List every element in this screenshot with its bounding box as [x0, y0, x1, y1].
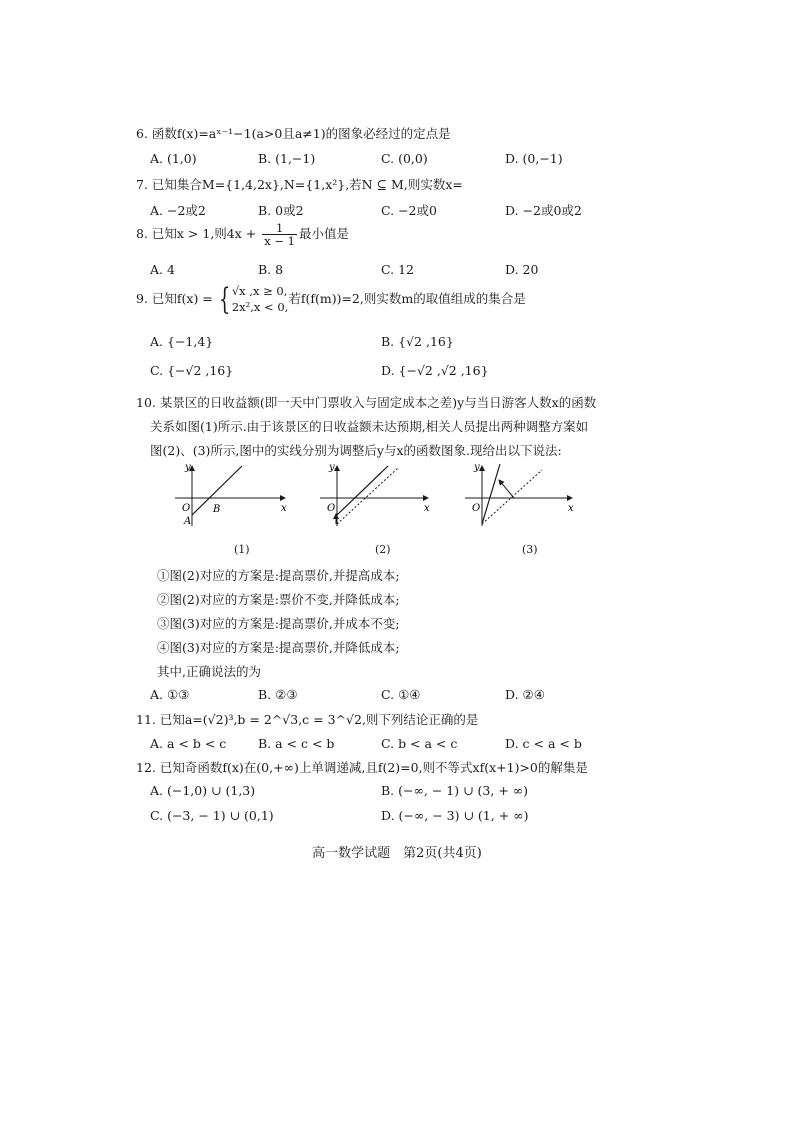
q9-stem-post: 若f(f(m))=2,则实数m的取值组成的集合是 — [288, 291, 526, 307]
question-6-stem: 6. 函数f(x)=aˣ⁻¹−1(a>0且a≠1)的图象必经过的定点是 — [136, 126, 451, 141]
q8-fraction — [262, 222, 297, 247]
q8-stem-pre: 8. 已知x > 1,则4x + — [136, 226, 261, 242]
graph-2-y-label: y — [329, 462, 335, 473]
q9-stem-pre: 9. 已知f(x) = — [136, 291, 217, 307]
graph-3-caption: (3) — [522, 543, 538, 556]
q12-option-b: B. (−∞, − 1) ∪ (3, + ∞) — [381, 783, 529, 798]
q9-option-c: C. {−√2 ,16} — [150, 363, 234, 378]
question-10-line-2: 关系如图(1)所示.由于该景区的日收益额未达预期,相关人员提出两种调整方案如 — [150, 419, 589, 434]
graph-3-x-label: x — [568, 503, 574, 514]
q7-option-b: B. 0或2 — [258, 203, 304, 218]
graph-3-solid-line — [482, 464, 500, 524]
q10-option-d: D. ②④ — [505, 687, 545, 702]
q7-option-d: D. −2或0或2 — [505, 203, 582, 218]
graph-1-caption: (1) — [234, 543, 250, 556]
graph-2-x-label: x — [424, 503, 430, 514]
q7-option-c: C. −2或0 — [381, 203, 437, 218]
graph-3-rotate-arrow — [499, 480, 514, 498]
page-footer: 高一数学试题 第2页(共4页) — [312, 846, 482, 861]
graph-1-origin-label: O — [182, 503, 191, 514]
graph-2-dashed-line — [337, 468, 398, 524]
q7-option-a: A. −2或2 — [150, 203, 206, 218]
q6-option-c: C. (0,0) — [381, 151, 428, 166]
question-10-line-1: 10. 某景区的日收益额(即一天中门票收入与固定成本之差)y与当日游客人数x的函数 — [136, 395, 597, 410]
q9-option-d: D. {−√2 ,√2 ,16} — [381, 363, 489, 378]
question-10-line-3: 图(2)、(3)所示,图中的实线分别为调整后y与x的函数图象.现给出以下说法: — [150, 443, 562, 458]
q10-statement-2: ②图(2)对应的方案是:票价不变,并降低成本; — [157, 592, 400, 607]
q9-option-b: B. {√2 ,16} — [381, 334, 454, 349]
q8-frac-num: 1 — [262, 222, 297, 235]
q9-cases — [232, 284, 288, 315]
graph-2 — [320, 462, 430, 526]
question-7-stem: 7. 已知集合M={1,4,2x},N={1,x²},若N ⊆ M,则实数x= — [136, 177, 463, 192]
q12-option-a: A. (−1,0) ∪ (1,3) — [150, 783, 256, 798]
q9-case-2: 2x²,x < 0, — [231, 299, 289, 314]
q6-option-d: D. (0,−1) — [505, 151, 563, 166]
question-11-stem: 11. 已知a=(√2)³,b = 2^√3,c = 3^√2,则下列结论正确的是 — [136, 712, 479, 727]
graph-2-solid-line — [337, 466, 388, 515]
q10-prompt: 其中,正确说法的为 — [157, 664, 261, 679]
graph-1-point-a-label: A — [184, 516, 192, 527]
graph-3-y-label: y — [474, 462, 480, 473]
q11-option-d: D. c < a < b — [505, 736, 582, 751]
q10-statement-1: ①图(2)对应的方案是:提高票价,并提高成本; — [157, 568, 400, 583]
q12-option-c: C. (−3, − 1) ∪ (0,1) — [150, 808, 274, 823]
q8-option-b: B. 8 — [258, 262, 284, 277]
q6-option-b: B. (1,−1) — [258, 151, 316, 166]
graph-1-point-b-label: B — [213, 504, 221, 515]
q10-option-b: B. ②③ — [258, 687, 298, 702]
q11-option-a: A. a < b < c — [150, 736, 227, 751]
q8-option-c: C. 12 — [381, 262, 414, 277]
q12-option-d: D. (−∞, − 3) ∪ (1, + ∞) — [381, 808, 529, 823]
q11-option-b: B. a < c < b — [258, 736, 335, 751]
question-12-stem: 12. 已知奇函数f(x)在(0,+∞)上单调递减,且f(2)=0,则不等式xf(x+1)>0的解集是 — [136, 760, 588, 775]
q9-option-a: A. {−1,4} — [150, 334, 214, 349]
q9-brace: { — [218, 281, 231, 317]
graph-1 — [175, 462, 287, 527]
q8-stem-post: 最小值是 — [298, 226, 349, 242]
graph-1-x-label: x — [281, 503, 287, 514]
q10-statement-4: ④图(3)对应的方案是:提高票价,并降低成本; — [157, 640, 400, 655]
q8-option-d: D. 20 — [505, 262, 539, 277]
q11-option-c: C. b < a < c — [381, 736, 458, 751]
graph-2-caption: (2) — [375, 543, 391, 556]
question-9-stem — [136, 281, 526, 317]
graph-1-y-label: y — [185, 462, 191, 473]
q10-option-a: A. ①③ — [150, 687, 190, 702]
q10-statement-3: ③图(3)对应的方案是:提高票价,并成本不变; — [157, 616, 400, 631]
question-8-stem — [136, 222, 349, 247]
q8-frac-den: x − 1 — [264, 234, 295, 249]
graph-2-origin-label: O — [327, 503, 336, 514]
q9-case-1: √x ,x ≥ 0, — [231, 284, 288, 298]
graph-3-origin-label: O — [472, 503, 481, 514]
graph-3 — [465, 462, 574, 526]
q6-option-a: A. (1,0) — [150, 151, 197, 166]
graph-3-dashed-line — [482, 470, 542, 524]
q10-option-c: C. ①④ — [381, 687, 421, 702]
q8-option-a: A. 4 — [150, 262, 175, 277]
